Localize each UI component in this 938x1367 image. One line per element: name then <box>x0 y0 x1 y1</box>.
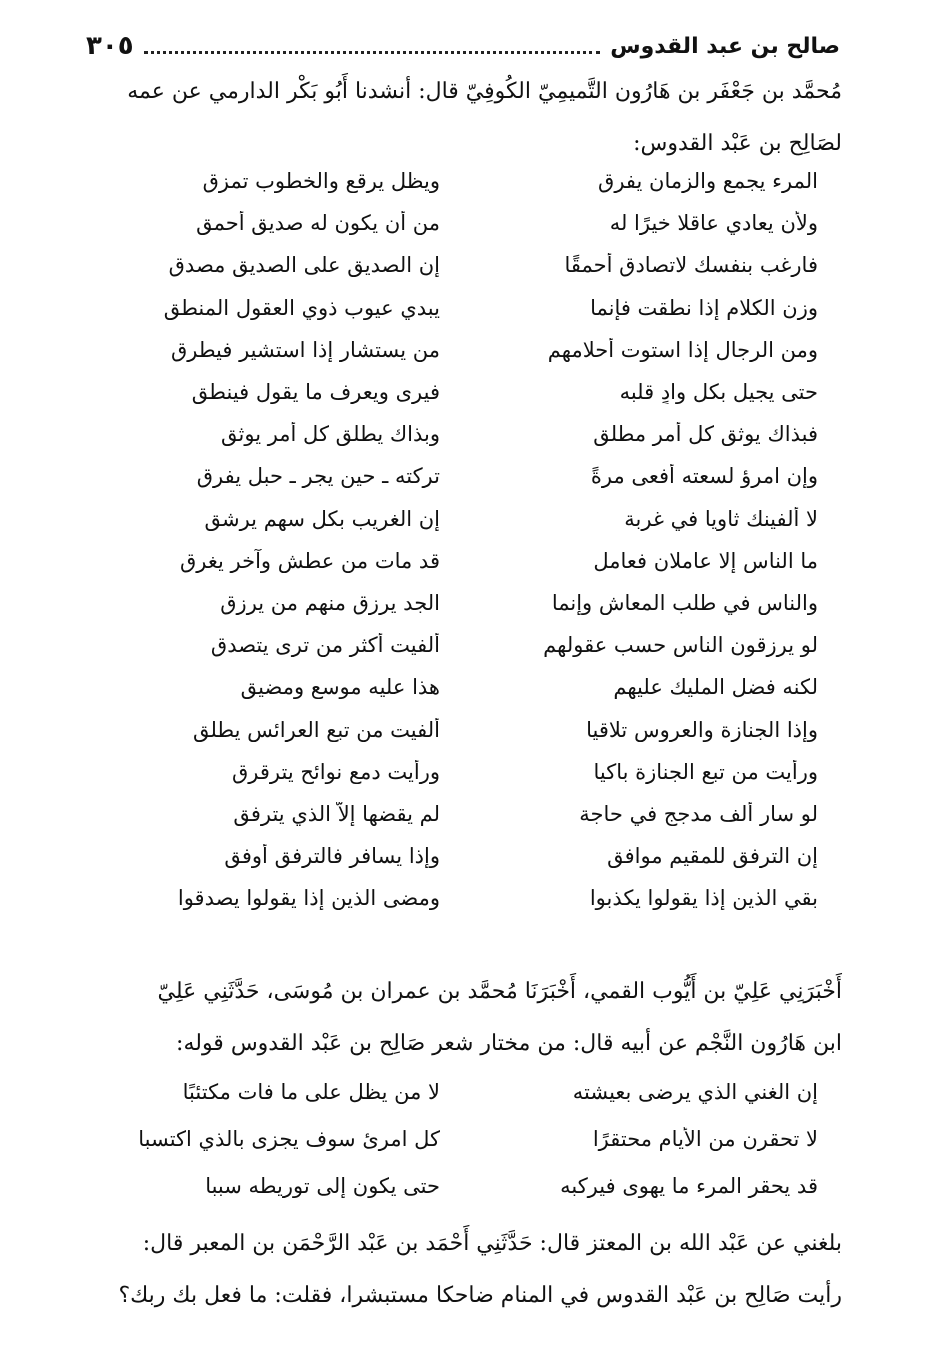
poem-verse <box>130 1162 818 1209</box>
verse-second-hemistich: ألفيت أكثر من ترى يتصدق <box>210 633 440 658</box>
poem-verse <box>130 498 818 540</box>
poem-2 <box>130 1068 818 1209</box>
poem-verse <box>130 877 818 919</box>
header-title: صالح بن عبد القدوس <box>610 33 840 59</box>
poem-verse <box>130 371 818 413</box>
poem-verse <box>130 793 818 835</box>
verse-first-hemistich: لو يرزقون الناس حسب عقولهم <box>543 633 818 658</box>
poem-verse <box>130 624 818 666</box>
verse-first-hemistich: فارغب بنفسك لاتصادق أحمقًا <box>564 253 818 278</box>
verse-first-hemistich: ما الناس إلا عاملان فعامل <box>593 548 818 573</box>
verse-second-hemistich: الجد يرزق منهم من يرزق <box>220 590 440 615</box>
verse-first-hemistich: ومن الرجال إذا استوت أحلامهم <box>547 337 818 362</box>
verse-second-hemistich: ومضى الذين إذا يقولوا يصدقوا <box>177 886 440 911</box>
verse-second-hemistich: قد مات من عطش وآخر يغرق <box>179 548 440 573</box>
verse-first-hemistich: ولأن يعادي عاقلا خيرًا له <box>609 211 818 236</box>
poem-verse <box>130 835 818 877</box>
text-line: رأيت صَالِح بن عَبْد القدوس في المنام ضاحكا مستبشرا، فقلت: ما فعل بك ربك؟ <box>118 1283 842 1308</box>
verse-first-hemistich: لا تحقرن من الأيام محتقرًا <box>592 1126 818 1151</box>
verse-first-hemistich: فبذاك يوثق كل أمر مطلق <box>593 422 818 447</box>
verse-second-hemistich: ويظل يرقع والخطوب تمزق <box>202 169 440 194</box>
verse-first-hemistich: لا ألفينك ثاويا في غربة <box>624 506 818 531</box>
text-line: بلغني عن عَبْد الله بن المعتز قال: حَدَّثَنِي أَحْمَد بن عَبْد الرَّحْمَن بن المعبر قال: <box>142 1231 842 1256</box>
poem-verse <box>130 413 818 455</box>
verse-second-hemistich: ألفيت من تبع العرائس يطلق <box>192 717 440 742</box>
poem-verse <box>130 455 818 497</box>
poem-verse <box>130 1115 818 1162</box>
poem-1 <box>130 160 818 919</box>
poem-verse <box>130 287 818 329</box>
verse-second-hemistich: إن الغريب بكل سهم يرشق <box>204 506 440 531</box>
poem-verse <box>130 708 818 750</box>
intro-paragraph-2 <box>100 966 842 1070</box>
text-line: مُحمَّد بن جَعْفَر بن هَارُون التَّميمِيّ الكُوفِيّ قال: أنشدنا أَبُو بَكْر الدارمي عن عمه <box>127 79 842 104</box>
verse-second-hemistich: حتى يكون إلى توريطه سببا <box>205 1173 440 1198</box>
verse-first-hemistich: حتى يجيل بكل وادٍ قلبه <box>619 380 818 405</box>
verse-first-hemistich: لكنه فضل المليك عليهم <box>613 675 818 700</box>
verse-second-hemistich: إن الصديق على الصديق مصدق <box>168 253 440 278</box>
verse-second-hemistich: وبذاك يطلق كل أمر يوثق <box>220 422 440 447</box>
poem-verse <box>130 540 818 582</box>
verse-second-hemistich: يبدي عيوب ذوي العقول المنطق <box>163 295 440 320</box>
text-line: لصَالِح بن عَبْد القدوس: <box>633 131 842 156</box>
verse-second-hemistich: وإذا يسافر فالترفق أوفق <box>224 844 440 869</box>
verse-first-hemistich: إن الترفق للمقيم موافق <box>607 844 818 869</box>
poem-verse <box>130 329 818 371</box>
poem-verse <box>130 244 818 286</box>
verse-first-hemistich: لو سار ألف مدجج في حاجة <box>579 801 818 826</box>
header-dot-leader <box>144 51 601 54</box>
verse-first-hemistich: قد يحقر المرء ما يهوى فيركبه <box>560 1173 818 1198</box>
verse-second-hemistich: لا من يظل على ما فات مكتئبًا <box>182 1079 440 1104</box>
verse-second-hemistich: هذا عليه موسع ومضيق <box>240 675 440 700</box>
poem-verse <box>130 202 818 244</box>
intro-paragraph-3 <box>100 1218 842 1322</box>
verse-first-hemistich: المرء يجمع والزمان يفرق <box>598 169 818 194</box>
verse-first-hemistich: بقي الذين إذا يقولوا يكذبوا <box>589 886 818 911</box>
text-line: أَخْبَرَنِي عَلِيّ بن أَيُّوب القمي، أَخْبَرَنَا مُحمَّد بن عمران بن مُوسَى، حَدَّثَنِي عَلِيّ <box>157 979 842 1004</box>
verse-second-hemistich: ورأيت دمع نوائح يترقرق <box>231 759 440 784</box>
verse-second-hemistich: كل امرئ سوف يجزى بالذي اكتسبا <box>138 1126 440 1151</box>
poem-verse <box>130 582 818 624</box>
page-number: ٣٠٥ <box>86 31 134 61</box>
intro-paragraph-1 <box>100 66 842 170</box>
verse-second-hemistich: لم يقضها إلاّ الذي يترفق <box>233 801 440 826</box>
verse-first-hemistich: وإن امرؤ لسعته أفعى مرةً <box>590 464 818 489</box>
verse-first-hemistich: إن الغني الذي يرضى بعيشته <box>572 1079 818 1104</box>
poem-verse <box>130 666 818 708</box>
verse-first-hemistich: وإذا الجنازة والعروس تلاقيا <box>586 717 818 742</box>
text-line: ابن هَارُون النَّجْم عن أبيه قال: من مختار شعر صَالِح بن عَبْد القدوس قوله: <box>176 1031 842 1056</box>
poem-verse <box>130 160 818 202</box>
verse-second-hemistich: من أن يكون له صديق أحمق <box>196 211 440 236</box>
poem-verse <box>130 1068 818 1115</box>
poem-verse <box>130 751 818 793</box>
verse-first-hemistich: وزن الكلام إذا نطقت فإنما <box>590 295 818 320</box>
verse-first-hemistich: ورأيت من تبع الجنازة باكيا <box>593 759 818 784</box>
verse-first-hemistich: والناس في طلب المعاش وإنما <box>551 590 818 615</box>
verse-second-hemistich: من يستشار إذا استشير فيطرق <box>170 337 440 362</box>
running-header <box>86 26 840 66</box>
verse-second-hemistich: فيرى ويعرف ما يقول فينطق <box>191 380 440 405</box>
verse-second-hemistich: تركته ـ حين يجر ـ حبل يفرق <box>196 464 440 489</box>
